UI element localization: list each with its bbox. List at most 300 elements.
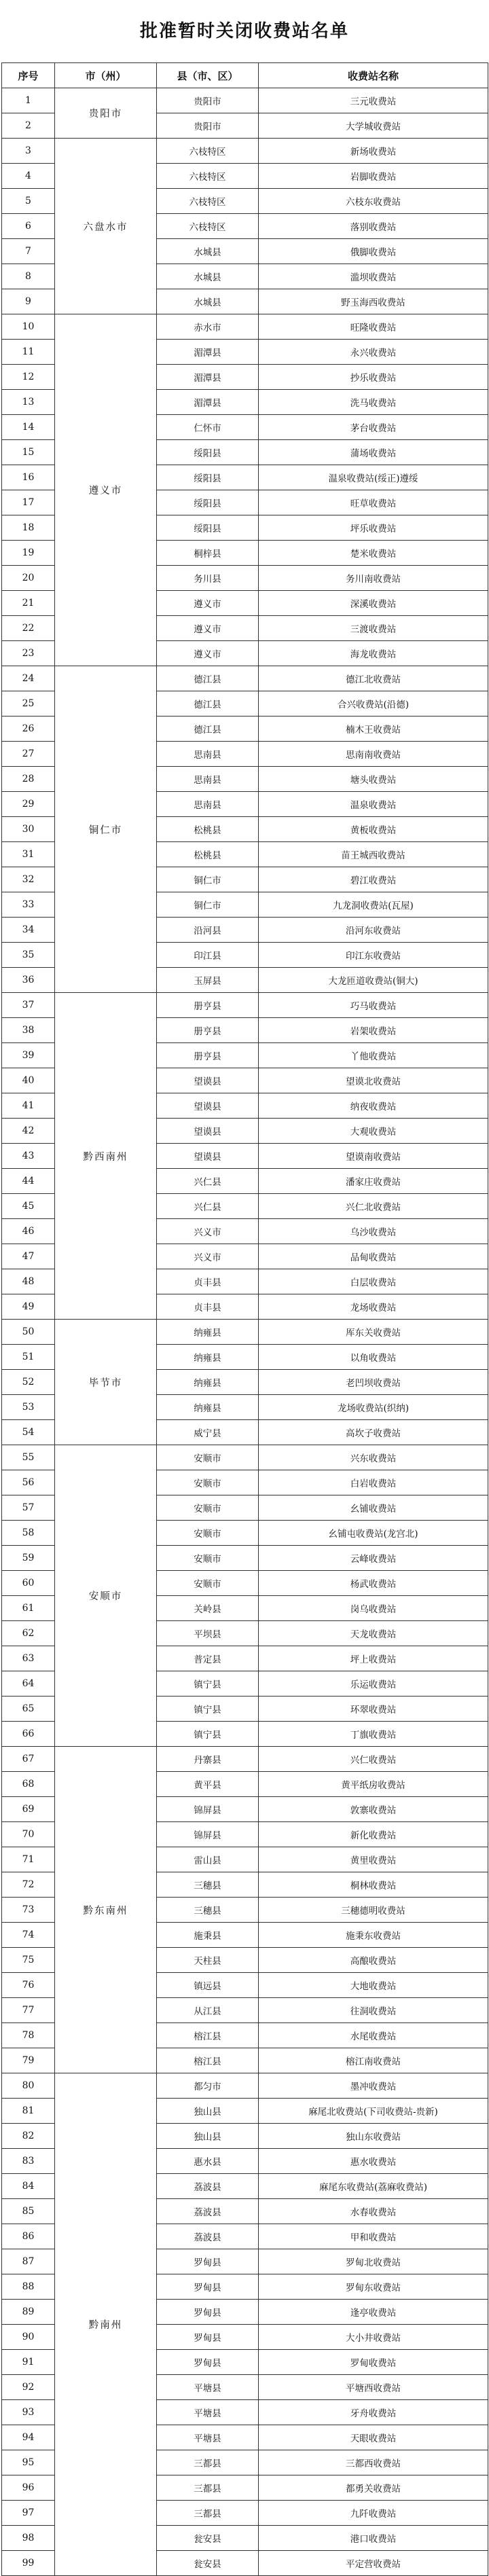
row-index: 47 <box>2 1244 55 1269</box>
county-cell: 纳雍县 <box>157 1370 259 1395</box>
county-cell: 威宁县 <box>157 1420 259 1445</box>
closure-table <box>1 62 488 2576</box>
row-index: 34 <box>2 918 55 943</box>
row-index: 13 <box>2 390 55 415</box>
station-name-cell: 水尾收费站 <box>259 2023 488 2048</box>
row-index: 51 <box>2 1345 55 1370</box>
city-cell: 黔东南州 <box>55 1747 157 2073</box>
station-name-cell: 务川南收费站 <box>259 566 488 591</box>
city-cell: 毕节市 <box>55 1320 157 1445</box>
table-row <box>2 666 488 691</box>
row-index: 76 <box>2 1973 55 1998</box>
row-index: 61 <box>2 1596 55 1621</box>
row-index: 22 <box>2 616 55 641</box>
county-cell: 镇宁县 <box>157 1722 259 1747</box>
row-index: 15 <box>2 440 55 465</box>
row-index: 37 <box>2 993 55 1018</box>
row-index: 62 <box>2 1621 55 1646</box>
station-name-cell: 楠木王收费站 <box>259 716 488 742</box>
row-index: 14 <box>2 415 55 440</box>
county-cell: 锦屏县 <box>157 1822 259 1847</box>
station-name-cell: 桐林收费站 <box>259 1872 488 1898</box>
row-index: 69 <box>2 1797 55 1822</box>
station-name-cell: 大小井收费站 <box>259 2325 488 2350</box>
header-row <box>2 63 488 88</box>
county-cell: 册亨县 <box>157 993 259 1018</box>
city-cell: 黔南州 <box>55 2073 157 2576</box>
row-index: 54 <box>2 1420 55 1445</box>
station-name-cell: 永兴收费站 <box>259 340 488 365</box>
station-name-cell: 碧江收费站 <box>259 867 488 892</box>
county-cell: 三都县 <box>157 2475 259 2501</box>
station-name-cell: 丫他收费站 <box>259 1043 488 1068</box>
county-cell: 榕江县 <box>157 2023 259 2048</box>
county-cell: 平塘县 <box>157 2400 259 2425</box>
county-cell: 沿河县 <box>157 918 259 943</box>
station-name-cell: 牙舟收费站 <box>259 2400 488 2425</box>
county-cell: 印江县 <box>157 943 259 968</box>
county-cell: 德江县 <box>157 691 259 716</box>
row-index: 73 <box>2 1898 55 1923</box>
county-cell: 镇宁县 <box>157 1671 259 1697</box>
county-cell: 雷山县 <box>157 1847 259 1872</box>
row-index: 88 <box>2 2274 55 2300</box>
county-cell: 贵阳市 <box>157 113 259 139</box>
county-cell: 天柱县 <box>157 1948 259 1973</box>
county-cell: 绥阳县 <box>157 440 259 465</box>
row-index: 41 <box>2 1093 55 1119</box>
row-index: 42 <box>2 1119 55 1144</box>
station-name-cell: 三都西收费站 <box>259 2450 488 2475</box>
county-cell: 独山县 <box>157 2124 259 2149</box>
header-county: 县（市、区） <box>157 63 259 88</box>
station-name-cell: 墨冲收费站 <box>259 2073 488 2099</box>
station-name-cell: 往洞收费站 <box>259 1998 488 2023</box>
station-name-cell: 三元收费站 <box>259 88 488 113</box>
row-index: 2 <box>2 113 55 139</box>
county-cell: 六枝特区 <box>157 214 259 239</box>
county-cell: 安顺市 <box>157 1571 259 1596</box>
station-name-cell: 罗甸北收费站 <box>259 2249 488 2274</box>
county-cell: 水城县 <box>157 264 259 289</box>
page-title: 批准暂时关闭收费站名单 <box>139 21 349 41</box>
station-name-cell: 天眼收费站 <box>259 2425 488 2450</box>
station-name-cell: 海龙收费站 <box>259 641 488 666</box>
row-index: 57 <box>2 1495 55 1521</box>
row-index: 92 <box>2 2375 55 2400</box>
city-cell: 安顺市 <box>55 1445 157 1747</box>
row-index: 33 <box>2 892 55 918</box>
row-index: 31 <box>2 842 55 867</box>
county-cell: 仁怀市 <box>157 415 259 440</box>
county-cell: 纳雍县 <box>157 1395 259 1420</box>
station-name-cell: 龙场收费站 <box>259 1294 488 1320</box>
row-index: 99 <box>2 2551 55 2576</box>
county-cell: 关岭县 <box>157 1596 259 1621</box>
station-name-cell: 落别收费站 <box>259 214 488 239</box>
row-index: 39 <box>2 1043 55 1068</box>
row-index: 5 <box>2 189 55 214</box>
station-name-cell: 独山东收费站 <box>259 2124 488 2149</box>
station-name-cell: 思南南收费站 <box>259 742 488 767</box>
row-index: 40 <box>2 1068 55 1093</box>
station-name-cell: 苗王城西收费站 <box>259 842 488 867</box>
station-name-cell: 大龙匝道收费站(铜大) <box>259 968 488 993</box>
city-cell: 贵阳市 <box>55 88 157 139</box>
row-index: 44 <box>2 1169 55 1194</box>
row-index: 24 <box>2 666 55 691</box>
county-cell: 湄潭县 <box>157 365 259 390</box>
county-cell: 瓮安县 <box>157 2551 259 2576</box>
station-name-cell: 大地收费站 <box>259 1973 488 1998</box>
row-index: 45 <box>2 1194 55 1219</box>
county-cell: 湄潭县 <box>157 340 259 365</box>
row-index: 87 <box>2 2249 55 2274</box>
county-cell: 安顺市 <box>157 1445 259 1470</box>
row-index: 55 <box>2 1445 55 1470</box>
table-row <box>2 1445 488 1470</box>
station-name-cell: 岩架收费站 <box>259 1018 488 1043</box>
row-index: 43 <box>2 1144 55 1169</box>
county-cell: 荔波县 <box>157 2174 259 2199</box>
row-index: 49 <box>2 1294 55 1320</box>
row-index: 11 <box>2 340 55 365</box>
station-name-cell: 逢亭收费站 <box>259 2300 488 2325</box>
station-name-cell: 厍东关收费站 <box>259 1320 488 1345</box>
station-name-cell: 麻尾东收费站(荔麻收费站) <box>259 2174 488 2199</box>
station-name-cell: 洗马收费站 <box>259 390 488 415</box>
station-name-cell: 望谟北收费站 <box>259 1068 488 1093</box>
county-cell: 册亨县 <box>157 1043 259 1068</box>
station-name-cell: 平塘西收费站 <box>259 2375 488 2400</box>
station-name-cell: 港口收费站 <box>259 2526 488 2551</box>
county-cell: 务川县 <box>157 566 259 591</box>
station-name-cell: 杨武收费站 <box>259 1571 488 1596</box>
row-index: 94 <box>2 2425 55 2450</box>
county-cell: 普定县 <box>157 1646 259 1671</box>
row-index: 19 <box>2 541 55 566</box>
row-index: 46 <box>2 1219 55 1244</box>
county-cell: 贞丰县 <box>157 1269 259 1294</box>
row-index: 29 <box>2 792 55 817</box>
row-index: 68 <box>2 1772 55 1797</box>
county-cell: 思南县 <box>157 767 259 792</box>
row-index: 98 <box>2 2526 55 2551</box>
row-index: 18 <box>2 515 55 541</box>
station-name-cell: 九阡收费站 <box>259 2501 488 2526</box>
table-row <box>2 139 488 164</box>
station-name-cell: 榕江南收费站 <box>259 2048 488 2073</box>
row-index: 10 <box>2 314 55 340</box>
county-cell: 三穗县 <box>157 1872 259 1898</box>
row-index: 85 <box>2 2199 55 2224</box>
row-index: 3 <box>2 139 55 164</box>
county-cell: 绥阳县 <box>157 490 259 515</box>
county-cell: 六枝特区 <box>157 164 259 189</box>
row-index: 83 <box>2 2149 55 2174</box>
county-cell: 黄平县 <box>157 1772 259 1797</box>
county-cell: 思南县 <box>157 792 259 817</box>
station-name-cell: 兴东收费站 <box>259 1445 488 1470</box>
county-cell: 松桃县 <box>157 817 259 842</box>
station-name-cell: 滥坝收费站 <box>259 264 488 289</box>
station-name-cell: 环翠收费站 <box>259 1697 488 1722</box>
row-index: 96 <box>2 2475 55 2501</box>
station-name-cell: 深溪收费站 <box>259 591 488 616</box>
county-cell: 丹寨县 <box>157 1747 259 1772</box>
station-name-cell: 幺铺收费站 <box>259 1495 488 1521</box>
station-name-cell: 兴仁北收费站 <box>259 1194 488 1219</box>
county-cell: 平塘县 <box>157 2375 259 2400</box>
table-row <box>2 993 488 1018</box>
county-cell: 三穗县 <box>157 1898 259 1923</box>
row-index: 90 <box>2 2325 55 2350</box>
station-name-cell: 抄乐收费站 <box>259 365 488 390</box>
row-index: 23 <box>2 641 55 666</box>
station-name-cell: 品甸收费站 <box>259 1244 488 1269</box>
row-index: 82 <box>2 2124 55 2149</box>
row-index: 66 <box>2 1722 55 1747</box>
city-cell: 铜仁市 <box>55 666 157 993</box>
row-index: 84 <box>2 2174 55 2199</box>
station-name-cell: 楚米收费站 <box>259 541 488 566</box>
table-row <box>2 314 488 340</box>
row-index: 1 <box>2 88 55 113</box>
row-index: 35 <box>2 943 55 968</box>
county-cell: 施秉县 <box>157 1923 259 1948</box>
station-name-cell: 印江东收费站 <box>259 943 488 968</box>
row-index: 52 <box>2 1370 55 1395</box>
row-index: 8 <box>2 264 55 289</box>
county-cell: 罗甸县 <box>157 2300 259 2325</box>
station-name-cell: 三穗德明收费站 <box>259 1898 488 1923</box>
row-index: 56 <box>2 1470 55 1495</box>
station-name-cell: 茅台收费站 <box>259 415 488 440</box>
table-row <box>2 1747 488 1772</box>
county-cell: 罗甸县 <box>157 2274 259 2300</box>
county-cell: 赤水市 <box>157 314 259 340</box>
county-cell: 锦屏县 <box>157 1797 259 1822</box>
row-index: 36 <box>2 968 55 993</box>
station-name-cell: 温泉收费站 <box>259 792 488 817</box>
county-cell: 兴义市 <box>157 1244 259 1269</box>
station-name-cell: 岩脚收费站 <box>259 164 488 189</box>
county-cell: 水城县 <box>157 289 259 314</box>
county-cell: 兴仁县 <box>157 1169 259 1194</box>
row-index: 17 <box>2 490 55 515</box>
row-index: 32 <box>2 867 55 892</box>
county-cell: 册亨县 <box>157 1018 259 1043</box>
county-cell: 玉屏县 <box>157 968 259 993</box>
station-name-cell: 施秉东收费站 <box>259 1923 488 1948</box>
county-cell: 望谟县 <box>157 1144 259 1169</box>
station-name-cell: 合兴收费站(沿德) <box>259 691 488 716</box>
row-index: 27 <box>2 742 55 767</box>
header-station: 收费站名称 <box>259 63 488 88</box>
row-index: 64 <box>2 1671 55 1697</box>
county-cell: 水城县 <box>157 239 259 264</box>
station-name-cell: 云峰收费站 <box>259 1546 488 1571</box>
station-name-cell: 俄脚收费站 <box>259 239 488 264</box>
row-index: 81 <box>2 2099 55 2124</box>
station-name-cell: 高酿收费站 <box>259 1948 488 1973</box>
county-cell: 望谟县 <box>157 1119 259 1144</box>
station-name-cell: 罗甸东收费站 <box>259 2274 488 2300</box>
county-cell: 从江县 <box>157 1998 259 2023</box>
station-name-cell: 坪上收费站 <box>259 1646 488 1671</box>
row-index: 95 <box>2 2450 55 2475</box>
station-name-cell: 天龙收费站 <box>259 1621 488 1646</box>
row-index: 50 <box>2 1320 55 1345</box>
station-name-cell: 惠水收费站 <box>259 2149 488 2174</box>
county-cell: 安顺市 <box>157 1521 259 1546</box>
station-name-cell: 望谟南收费站 <box>259 1144 488 1169</box>
row-index: 79 <box>2 2048 55 2073</box>
row-index: 53 <box>2 1395 55 1420</box>
station-name-cell: 麻尾北收费站(下司收费站-贵新) <box>259 2099 488 2124</box>
row-index: 97 <box>2 2501 55 2526</box>
county-cell: 独山县 <box>157 2099 259 2124</box>
row-index: 70 <box>2 1822 55 1847</box>
station-name-cell: 高坎子收费站 <box>259 1420 488 1445</box>
station-name-cell: 坪乐收费站 <box>259 515 488 541</box>
station-name-cell: 黄平纸房收费站 <box>259 1772 488 1797</box>
row-index: 12 <box>2 365 55 390</box>
station-name-cell: 敦寨收费站 <box>259 1797 488 1822</box>
station-name-cell: 九龙洞收费站(瓦屋) <box>259 892 488 918</box>
county-cell: 遵义市 <box>157 641 259 666</box>
county-cell: 都匀市 <box>157 2073 259 2099</box>
station-name-cell: 巧马收费站 <box>259 993 488 1018</box>
station-name-cell: 乌沙收费站 <box>259 1219 488 1244</box>
row-index: 38 <box>2 1018 55 1043</box>
county-cell: 安顺市 <box>157 1495 259 1521</box>
station-name-cell: 温泉收费站(绥正)遵绥 <box>259 465 488 490</box>
row-index: 7 <box>2 239 55 264</box>
station-name-cell: 旺草收费站 <box>259 490 488 515</box>
row-index: 59 <box>2 1546 55 1571</box>
county-cell: 绥阳县 <box>157 465 259 490</box>
row-index: 16 <box>2 465 55 490</box>
county-cell: 贞丰县 <box>157 1294 259 1320</box>
station-name-cell: 大学城收费站 <box>259 113 488 139</box>
county-cell: 德江县 <box>157 716 259 742</box>
county-cell: 贵阳市 <box>157 88 259 113</box>
station-name-cell: 纳夜收费站 <box>259 1093 488 1119</box>
county-cell: 三都县 <box>157 2501 259 2526</box>
station-name-cell: 兴仁收费站 <box>259 1747 488 1772</box>
table-row <box>2 88 488 113</box>
station-name-cell: 龙场收费站(织纳) <box>259 1395 488 1420</box>
station-name-cell: 旺隆收费站 <box>259 314 488 340</box>
station-name-cell: 幺铺屯收费站(龙宫北) <box>259 1521 488 1546</box>
county-cell: 荔波县 <box>157 2199 259 2224</box>
station-name-cell: 丁旗收费站 <box>259 1722 488 1747</box>
county-cell: 桐梓县 <box>157 541 259 566</box>
station-name-cell: 都勇关收费站 <box>259 2475 488 2501</box>
row-index: 6 <box>2 214 55 239</box>
row-index: 20 <box>2 566 55 591</box>
row-index: 26 <box>2 716 55 742</box>
row-index: 91 <box>2 2350 55 2375</box>
row-index: 89 <box>2 2300 55 2325</box>
table-row <box>2 2073 488 2099</box>
station-name-cell: 平定营收费站 <box>259 2551 488 2576</box>
city-cell: 黔西南州 <box>55 993 157 1320</box>
county-cell: 镇远县 <box>157 1973 259 1998</box>
county-cell: 纳雍县 <box>157 1320 259 1345</box>
county-cell: 思南县 <box>157 742 259 767</box>
station-name-cell: 沿河东收费站 <box>259 918 488 943</box>
row-index: 4 <box>2 164 55 189</box>
county-cell: 安顺市 <box>157 1546 259 1571</box>
county-cell: 罗甸县 <box>157 2325 259 2350</box>
station-name-cell: 新场收费站 <box>259 139 488 164</box>
county-cell: 松桃县 <box>157 842 259 867</box>
station-name-cell: 德江北收费站 <box>259 666 488 691</box>
station-name-cell: 老凹坝收费站 <box>259 1370 488 1395</box>
row-index: 77 <box>2 1998 55 2023</box>
row-index: 25 <box>2 691 55 716</box>
county-cell: 罗甸县 <box>157 2350 259 2375</box>
station-name-cell: 野玉海西收费站 <box>259 289 488 314</box>
station-name-cell: 以角收费站 <box>259 1345 488 1370</box>
table-row <box>2 1320 488 1345</box>
county-cell: 瓮安县 <box>157 2526 259 2551</box>
row-index: 28 <box>2 767 55 792</box>
station-name-cell: 岗乌收费站 <box>259 1596 488 1621</box>
station-name-cell: 白层收费站 <box>259 1269 488 1294</box>
station-name-cell: 罗甸收费站 <box>259 2350 488 2375</box>
row-index: 30 <box>2 817 55 842</box>
row-index: 86 <box>2 2224 55 2249</box>
station-name-cell: 大观收费站 <box>259 1119 488 1144</box>
row-index: 65 <box>2 1697 55 1722</box>
table-body <box>2 88 488 2576</box>
station-name-cell: 水春收费站 <box>259 2199 488 2224</box>
county-cell: 平塘县 <box>157 2425 259 2450</box>
county-cell: 六枝特区 <box>157 189 259 214</box>
header-index: 序号 <box>2 63 55 88</box>
station-name-cell: 蒲场收费站 <box>259 440 488 465</box>
row-index: 21 <box>2 591 55 616</box>
header-city: 市（州） <box>55 63 157 88</box>
row-index: 75 <box>2 1948 55 1973</box>
county-cell: 望谟县 <box>157 1068 259 1093</box>
county-cell: 罗甸县 <box>157 2249 259 2274</box>
county-cell: 望谟县 <box>157 1093 259 1119</box>
row-index: 72 <box>2 1872 55 1898</box>
station-name-cell: 塘头收费站 <box>259 767 488 792</box>
county-cell: 德江县 <box>157 666 259 691</box>
county-cell: 绥阳县 <box>157 515 259 541</box>
county-cell: 荔波县 <box>157 2224 259 2249</box>
row-index: 9 <box>2 289 55 314</box>
city-cell: 六盘水市 <box>55 139 157 314</box>
county-cell: 遵义市 <box>157 591 259 616</box>
county-cell: 三都县 <box>157 2450 259 2475</box>
county-cell: 平坝县 <box>157 1621 259 1646</box>
row-index: 78 <box>2 2023 55 2048</box>
row-index: 67 <box>2 1747 55 1772</box>
station-name-cell: 乐运收费站 <box>259 1671 488 1697</box>
row-index: 63 <box>2 1646 55 1671</box>
station-name-cell: 白岩收费站 <box>259 1470 488 1495</box>
county-cell: 兴义市 <box>157 1219 259 1244</box>
county-cell: 纳雍县 <box>157 1345 259 1370</box>
county-cell: 六枝特区 <box>157 139 259 164</box>
county-cell: 榕江县 <box>157 2048 259 2073</box>
